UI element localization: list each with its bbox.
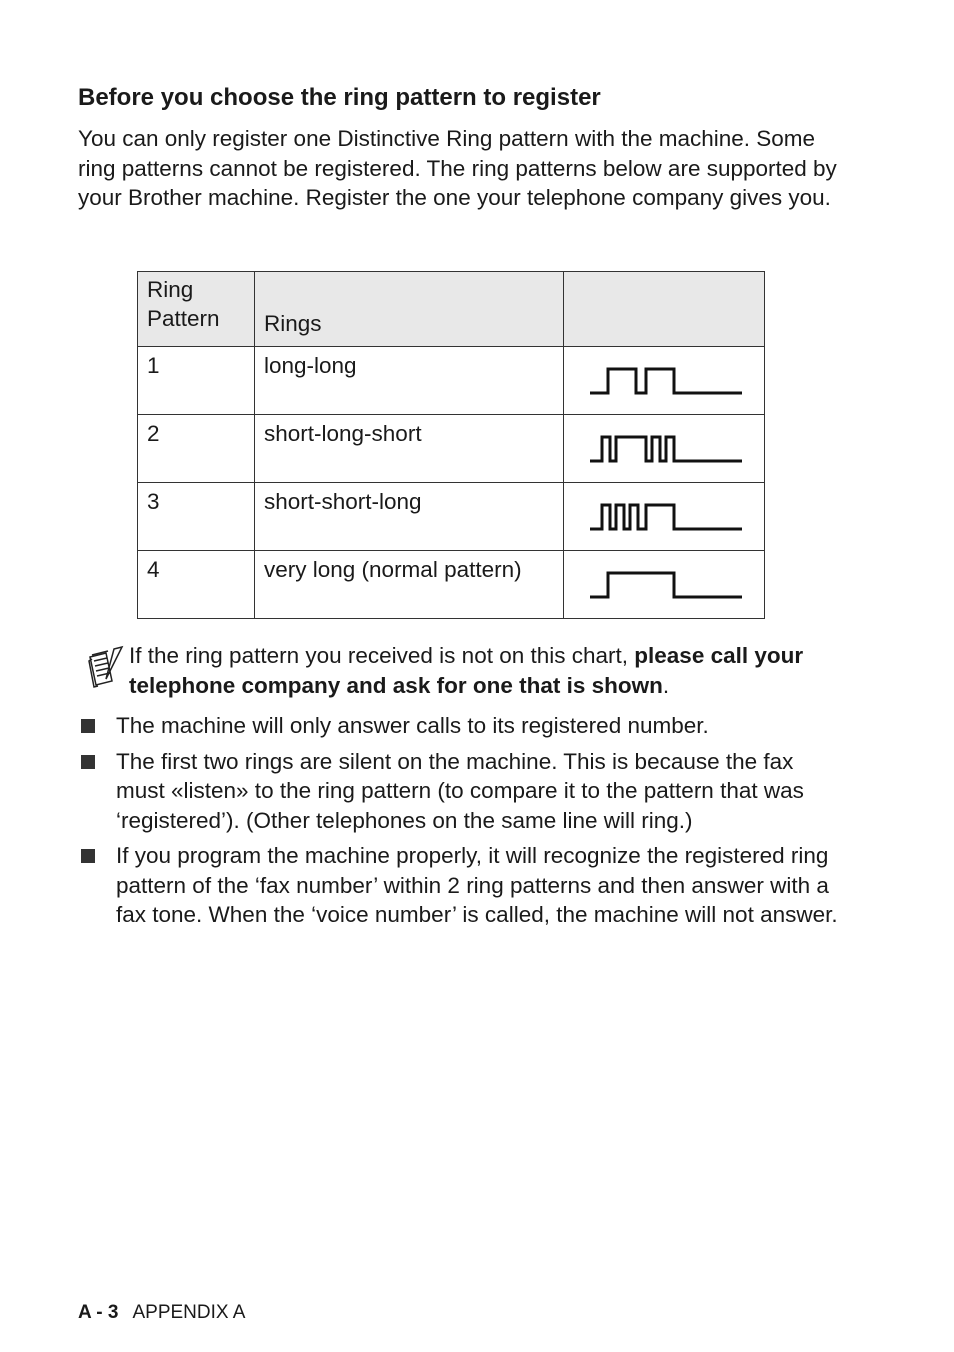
ring-description-cell: long-long [255,347,564,415]
ring-number-cell: 1 [138,347,255,415]
waveform-short-long-short-icon [588,433,748,465]
waveform-short-short-long-icon [588,501,748,533]
section-heading: Before you choose the ring pattern to register [78,84,601,111]
note-pad-icon [86,645,124,689]
ring-waveform-cell [564,551,765,619]
header-ring-pattern: Ring Pattern [138,272,255,347]
ring-waveform-cell [564,347,765,415]
table-row [138,415,765,483]
ring-description-cell: short-short-long [255,483,564,551]
list-item: The first two rings are silent on the machine. This is because the fax must «listen» to the ring pattern (to compare it to the pattern that was ‘registered’). (Other telephones on the same line will ring.) [78,747,838,836]
list-item: The machine will only answer calls to its registered number. [78,711,838,741]
bullet-square-icon [81,849,95,863]
table-row [138,483,765,551]
header-rings: Rings [255,272,564,347]
page-number: A - 3 [78,1302,119,1323]
page-footer [78,1301,245,1325]
ring-number-cell: 4 [138,551,255,619]
list-item: If you program the machine properly, it will recognize the registered ring pattern of the ‘fax number’ within 2 ring patterns and then answer with a fax tone. When the ‘voice number’ is called, the machine will not answer. [78,841,838,930]
ring-description-cell: very long (normal pattern) [255,551,564,619]
waveform-very-long-icon [588,569,748,601]
table-header-row [138,272,765,347]
ring-waveform-cell [564,415,765,483]
ring-waveform-cell [564,483,765,551]
ring-number-cell: 3 [138,483,255,551]
table-row [138,551,765,619]
intro-paragraph: You can only register one Distinctive Ring pattern with the machine. Some ring patterns cannot be registered. The ring patterns below are supported by your Brother machine. Register the one your telephone company gives you. [78,126,837,210]
bullet-square-icon [81,755,95,769]
note-emphasis: please call your telephone company and ask for one that is shown [129,643,804,698]
table-row [138,347,765,415]
bullet-square-icon [81,719,95,733]
header-waveform [564,272,765,347]
note-text: If the ring pattern you received is not on this chart, please call your telephone company and ask for one that is shown. [129,643,804,698]
waveform-long-long-icon [588,365,748,397]
ring-number-cell: 2 [138,415,255,483]
ring-description-cell: short-long-short [255,415,564,483]
ring-pattern-table [137,271,765,619]
bullet-list [78,711,838,936]
section-name: APPENDIX A [132,1302,246,1323]
